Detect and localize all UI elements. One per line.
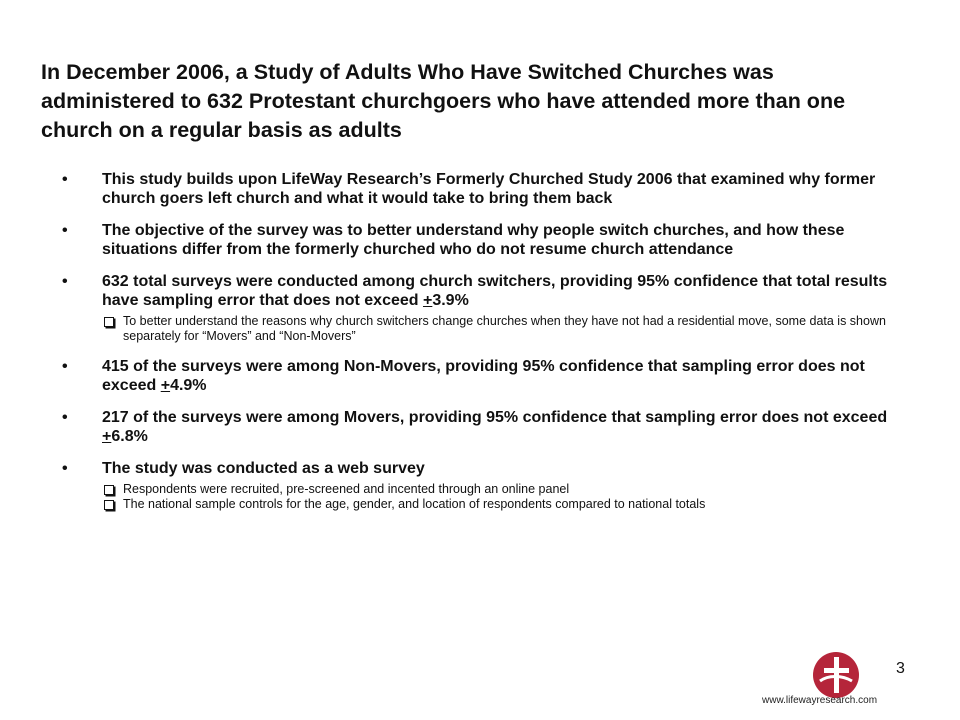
bullet-item [62, 221, 912, 259]
page-number: 3 [896, 660, 905, 677]
sub-bullet-item [102, 497, 912, 512]
sub-bullet-text: Respondents were recruited, pre-screened and incented through an online panel [123, 482, 570, 496]
footer-url: www.lifewayresearch.com [762, 695, 878, 706]
bullet-item [62, 459, 912, 512]
bullet-text: The objective of the survey was to better understand why people switch churches, and how these situations differ from the formerly churched who do not resume church attendance [102, 222, 845, 258]
bullet-dot: • [62, 358, 68, 375]
bullet-dot: • [62, 273, 68, 290]
bullet-dot: • [62, 171, 68, 188]
bullet-text: The study was conducted as a web survey [102, 460, 425, 477]
slide-title: In December 2006, a Study of Adults Who Have Switched Churches was administered to 632 Protestant churchgoers who have attended more than one church on a regular basis as adults [41, 60, 846, 142]
bullet-item [62, 272, 912, 344]
bullet-dot: • [62, 409, 68, 426]
checkbox-bullet-icon [104, 485, 114, 495]
error-margin: 6.8% [111, 428, 148, 445]
bullet-text: This study builds upon LifeWay Research’s Formerly Churched Study 2006 that examined why former church goers left church and what it would take to bring them back [102, 171, 876, 207]
error-margin: 4.9% [170, 377, 207, 394]
bullet-item [62, 170, 912, 208]
plus-minus-sign: + [422, 292, 433, 309]
bullet-dot: • [62, 460, 68, 477]
bullet-text: 632 total surveys were conducted among church switchers, providing 95% confidence that total results have sampling error that does not exceed [102, 273, 888, 309]
sub-bullet-list [102, 482, 912, 512]
checkbox-bullet-icon [104, 317, 114, 327]
bullet-dot: • [62, 222, 68, 239]
error-margin: 3.9% [432, 292, 469, 309]
sub-bullet-item [102, 314, 912, 344]
bullet-item [62, 408, 912, 446]
sub-bullet-text: To better understand the reasons why church switchers change churches when they have not had a residential move, some data is shown separately for “Movers” and “Non-Movers” [123, 314, 886, 343]
bullet-item [62, 357, 912, 395]
checkbox-bullet-icon [104, 500, 114, 510]
bullet-text: 217 of the surveys were among Movers, providing 95% confidence that sampling error does not exceed [102, 409, 888, 426]
sub-bullet-text: The national sample controls for the age, gender, and location of respondents compared to national totals [123, 497, 706, 511]
sub-bullet-list [102, 314, 912, 344]
plus-minus-sign: + [160, 377, 171, 394]
plus-minus-sign: + [102, 428, 112, 445]
bullet-list [62, 170, 912, 525]
lifeway-cross-logo-icon [812, 651, 860, 699]
bullet-text: 415 of the surveys were among Non-Movers, providing 95% confidence that sampling error does not exceed [102, 358, 865, 394]
sub-bullet-item [102, 482, 912, 497]
